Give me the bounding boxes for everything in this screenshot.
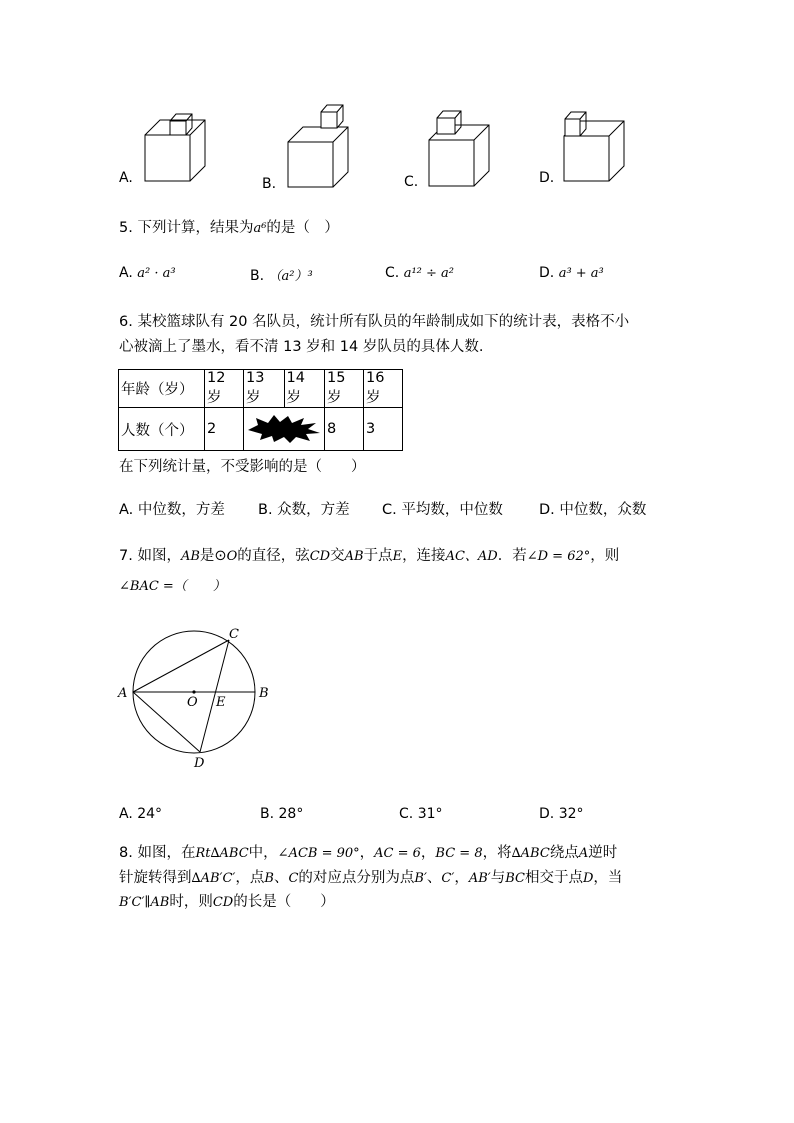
q6-stem-line1	[119, 312, 629, 332]
q7-circle-figure	[115, 625, 280, 773]
q6-number: 6.	[119, 314, 133, 330]
q6-option-d: D. 中位数，众数	[539, 502, 647, 518]
q5-option-a: A. a² · a³	[119, 265, 176, 281]
table-row-label: 人数（个）	[119, 408, 205, 451]
q7-math: O	[226, 549, 238, 564]
table-header-row	[119, 370, 403, 408]
q5-stem-text: 下列计算，结果为	[137, 220, 254, 236]
circle-symbol: ⊙	[214, 548, 227, 564]
q6-stem-line2	[119, 337, 483, 357]
table-header-cell: 14 岁	[284, 370, 325, 408]
q8-text: 、	[273, 870, 289, 886]
q8-math: D	[582, 871, 594, 886]
q8-math: ∆ABC	[511, 846, 550, 861]
q4-option-a-figure	[140, 108, 210, 188]
q8-text: 绕点	[549, 845, 579, 861]
q7-number: 7.	[119, 548, 133, 564]
q8-stem-line1	[119, 843, 617, 864]
q8-math: C	[288, 871, 299, 886]
q4-option-d-letter: D.	[539, 170, 555, 186]
q8-text: ，当	[593, 870, 623, 886]
q7-math: AB	[180, 549, 200, 564]
q5-number: 5.	[119, 220, 133, 236]
q7-stem-line1	[119, 546, 619, 567]
label-c: C	[229, 627, 239, 642]
q4-option-c-letter: C.	[404, 174, 419, 190]
q8-math: BC = 8	[435, 846, 483, 861]
q8-stem-line2	[119, 868, 622, 889]
q8-text: 中，	[248, 845, 278, 861]
q8-text: 的对应点分别为点	[298, 870, 415, 886]
q8-text: 时，则	[169, 894, 213, 910]
q5-stem	[119, 218, 339, 239]
q7-math: AC、AD	[445, 549, 498, 564]
q5-option-b: B. （a²）³	[250, 268, 313, 284]
q6-option-b: B. 众数，方差	[258, 502, 350, 518]
q8-math: Rt∆ABC	[195, 846, 249, 861]
q7-math: CD	[309, 549, 331, 564]
q8-math: B′	[414, 871, 427, 886]
q4-option-a-letter: A.	[119, 170, 133, 186]
q4-option-c-figure	[424, 104, 494, 190]
q8-math: A	[578, 846, 589, 861]
q8-text: ，	[454, 870, 469, 886]
q8-text: ，将	[482, 845, 512, 861]
label-a: A	[118, 686, 128, 701]
q8-text: ，	[359, 845, 375, 861]
q8-text: 的长是（ ）	[233, 894, 335, 910]
q8-math: AC = 6	[374, 846, 421, 861]
q7-option-b: B. 28°	[260, 806, 304, 822]
q7-stem-line2	[119, 576, 226, 597]
q6-option-c: C. 平均数，中位数	[382, 502, 503, 518]
q8-text: 针旋转得到	[119, 870, 192, 886]
table-header-cell: 13 岁	[244, 370, 285, 408]
q8-text: ，	[420, 845, 436, 861]
q7-option-a: A. 24°	[119, 806, 163, 822]
q8-math: B′C′∥AB	[119, 895, 170, 910]
q7-math: AB	[344, 549, 364, 564]
label-o: O	[187, 695, 198, 710]
q7-text: 于点	[363, 548, 393, 564]
q8-number: 8.	[119, 845, 133, 861]
q8-text: 与	[490, 870, 506, 886]
table-header-cell: 15 岁	[325, 370, 364, 408]
table-header-cell: 16 岁	[364, 370, 403, 408]
q8-text: 如图，在	[137, 845, 196, 861]
q7-option-c: C. 31°	[399, 806, 443, 822]
q8-text: 逆时	[588, 845, 618, 861]
q8-math: C′	[441, 871, 455, 886]
q4-option-b-figure	[283, 100, 353, 192]
q8-stem-line3	[119, 892, 335, 913]
q8-text: 相交于点	[524, 870, 583, 886]
q4-option-b-letter: B.	[262, 176, 277, 192]
q8-math: BC	[505, 871, 525, 886]
q6-stem-text2: 心被滴上了墨水，看不清 13 岁和 14 岁队员的具体人数.	[119, 339, 484, 355]
table-cell: 3	[364, 408, 403, 451]
q5-stem-math: a⁶	[253, 221, 267, 236]
q7-text: 交	[330, 548, 345, 564]
q8-math: ∆AB′C′	[191, 871, 236, 886]
q6-option-a: A. 中位数，方差	[119, 502, 225, 518]
q8-text: ，点	[235, 870, 265, 886]
table-header-cell: 年龄（岁）	[119, 370, 205, 408]
q7-text: ，连接	[402, 548, 446, 564]
q8-text: 、	[426, 870, 442, 886]
table-cell: 2	[205, 408, 244, 451]
q5-stem-tail: 的是（ ）	[266, 220, 339, 236]
q7-text: 如图，	[137, 548, 181, 564]
label-e: E	[216, 695, 226, 710]
table-cell: 8	[325, 408, 364, 451]
q6-age-table	[118, 369, 403, 451]
q7-text: ．若	[497, 548, 527, 564]
q8-math: B	[264, 871, 274, 886]
q6-stem-text1: 某校篮球队有 20 名队员，统计所有队员的年龄制成如下的统计表，表格不小	[137, 314, 630, 330]
q4-option-d-figure	[559, 106, 629, 186]
q7-text: ，则	[590, 548, 620, 564]
q8-math: ∠ACB = 90°	[277, 846, 360, 861]
q5-option-d: D. a³ + a³	[539, 265, 604, 281]
q7-option-d: D. 32°	[539, 806, 584, 822]
ink-blot-icon	[246, 414, 322, 444]
q7-question-tail: ∠BAC =（ ）	[119, 579, 226, 594]
q7-math: ∠D = 62°	[526, 549, 591, 564]
q8-math: CD	[212, 895, 234, 910]
q7-text: 是	[199, 548, 215, 564]
label-b: B	[259, 686, 269, 701]
q8-math: AB′	[468, 871, 491, 886]
table-row	[119, 408, 403, 451]
q6-question: 在下列统计量，不受影响的是（ ）	[119, 459, 366, 475]
table-header-cell: 12 岁	[205, 370, 244, 408]
label-d: D	[194, 756, 205, 771]
q5-option-c: C. a¹² ÷ a²	[385, 265, 454, 281]
q7-text: 的直径，弦	[237, 548, 310, 564]
q7-math: E	[392, 549, 403, 564]
ink-blot-cell	[244, 408, 325, 451]
